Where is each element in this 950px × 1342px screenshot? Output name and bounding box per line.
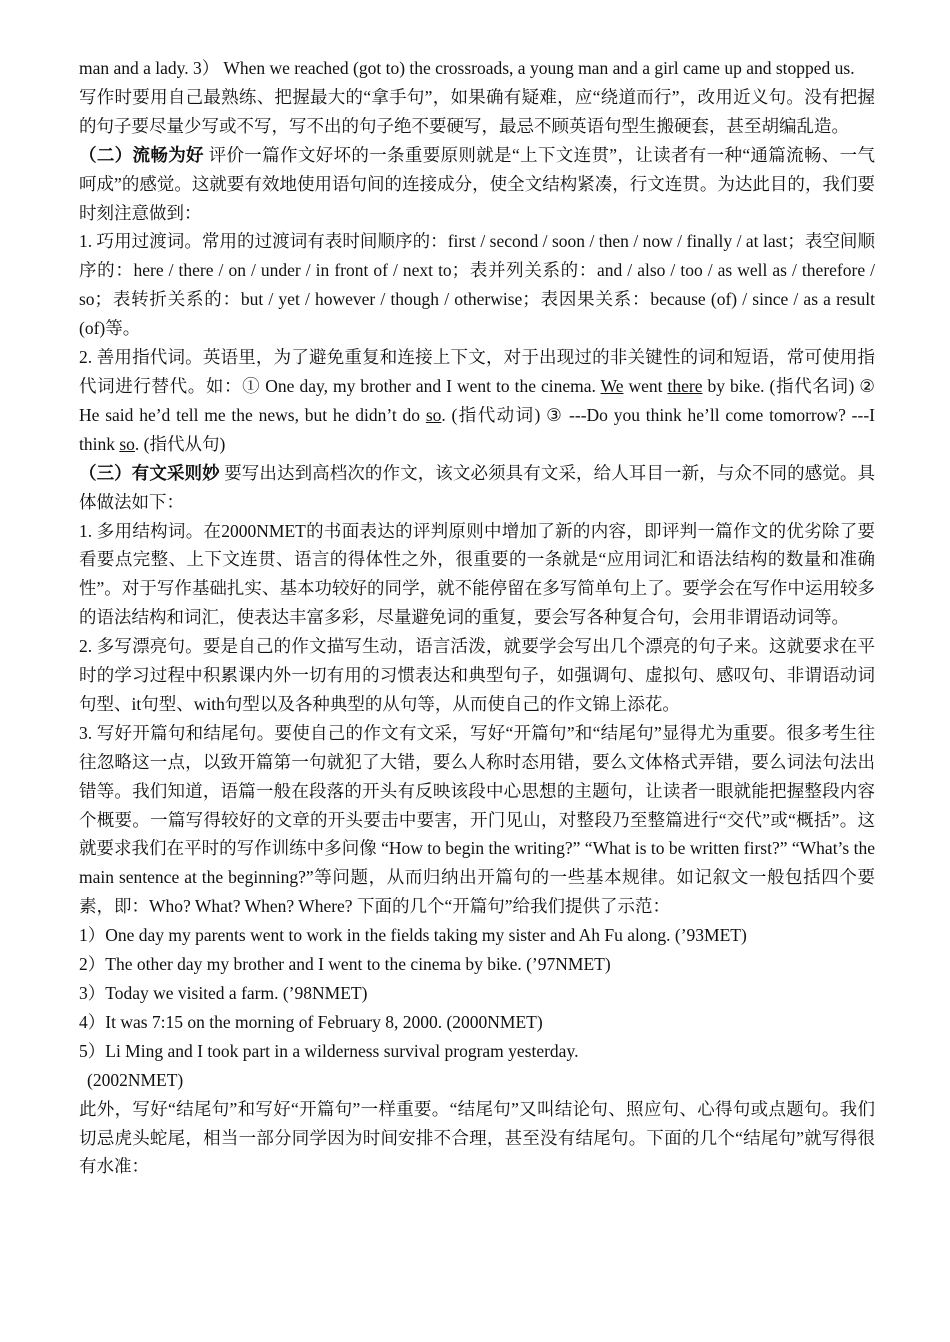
section-intro-fluency: 评价一篇作文好坏的一条重要原则就是“上下文连贯”，让读者有一种“通篇流畅、一气呵成”的感觉。这就要有效地使用语句间的连接成分，使全文结构紧凑，行文连贯。为达此目的，我们要时刻注意做到： bbox=[79, 144, 875, 223]
paragraph-closing-sentences: 此外，写好“结尾句”和写好“开篇句”一样重要。“结尾句”又叫结论句、照应句、心得句或点题句。我们切忌虎头蛇尾，相当一部分同学因为时间安排不合理，甚至没有结尾句。下面的几个“结尾句”就写得很有水准： bbox=[79, 1098, 875, 1177]
list-item-opening-closing: 3. 写好开篇句和结尾句。要使自己的作文有文采，写好“开篇句”和“结尾句”显得尤为重要。很多考生往往忽略这一点，以致开篇第一句就犯了大错，要么人称时态用错，要么文体格式弄错，要么词法句法出错等。我们知道，语篇一般在段落的开头有反映该段中心思想的主题句，让读者一眼就能把握整段内容个概要。一篇写得较好的文章的开头要击中要害，开门见山，对整段乃至整篇进行“交代”或“概括”。这就要求我们在平时的写作训练中多问像 “How to begin the writing?” “What is to be written first?” “What’s the main sentence at the beginning?”等问题，从而归纳出开篇句的一些基本规律。如记叙文一般包括四个要素，即：Who? What? When? Where? 下面的几个“开篇句”给我们提供了示范： bbox=[79, 722, 875, 917]
text-run: . (指代动词) ③ ---Do you think he’ll come tomorrow? ---I think bbox=[79, 404, 875, 454]
document-body bbox=[79, 54, 875, 1181]
example-sentence-3: 3）Today we visited a farm. (’98NMET) bbox=[79, 983, 368, 1003]
section-heading-fluency: （二）流畅为好 bbox=[79, 144, 204, 165]
paragraph-writing-advice: 写作时要用自己最熟练、把握最大的“拿手句”，如果确有疑难，应“绕道而行”，改用近义句。没有把握的句子要尽量少写或不写，写不出的句子绝不要硬写，最忌不顾英语句型生搬硬套，甚至胡编乱造。 bbox=[79, 86, 875, 136]
example-sentence-5-source: (2002NMET) bbox=[87, 1069, 184, 1090]
list-item-transition-words: 1. 巧用过渡词。常用的过渡词有表时间顺序的：first / second / soon / then / now / finally / at last；表空间顺序的：here / there / on / under / in front of / next to；表并列关系的：and / also / too / as well as / therefore / so；表转折关系的：but / yet / however / though / otherwise；表因果关系：because (of) / since / as a result (of)等。 bbox=[79, 231, 875, 339]
text-run: by bike. (指代名词) ② He said he’d tell me the news, but he didn’t do bbox=[79, 375, 875, 425]
text-run: . (指代从句) bbox=[134, 433, 226, 454]
list-item-structure-words: 1. 多用结构词。在2000NMET的书面表达的评判原则中增加了新的内容，即评判一篇作文的优劣除了要看要点完整、上下文连贯、语言的得体性之外，很重要的一条就是“应用词汇和语法结构的数量和准确性”。对于写作基础扎实、基本功较好的同学，就不能停留在多写简单句上了。要学会在写作中运用较多的语法结构和词汇，使表达丰富多彩，尽量避免词的重复，要会写各种复合句，会用非谓语动词等。 bbox=[79, 520, 875, 628]
example-sentence-4: 4）It was 7:15 on the morning of February 8, 2000. (2000NMET) bbox=[79, 1011, 543, 1032]
example-sentence-1: 1）One day my parents went to work in the fields taking my sister and Ah Fu along. (’93MET) bbox=[79, 925, 747, 946]
underlined-word: there bbox=[667, 375, 703, 396]
example-sentence-2: 2）The other day my brother and I went to the cinema by bike. (’97NMET) bbox=[79, 954, 611, 975]
list-item-pronouns bbox=[79, 343, 875, 459]
section-fluency bbox=[79, 141, 875, 228]
section-style bbox=[79, 459, 875, 517]
section-intro-style: 要写出达到高档次的作文，该文必须具有文采，给人耳目一新，与众不同的感觉。具体做法如下： bbox=[79, 462, 875, 512]
list-item-beautiful-sentences: 2. 多写漂亮句。要是自己的作文描写生动，语言活泼，就要学会写出几个漂亮的句子来。这就要求在平时的学习过程中积累课内外一切有用的习惯表达和典型句子，如强调句、虚拟句、感叹句、非谓语动词句型、it句型、with句型以及各种典型的从句等，从而使自己的作文锦上添花。 bbox=[79, 636, 875, 714]
underlined-word: so bbox=[425, 404, 442, 425]
text-run: 2. 善用指代词。英语里，为了避免重复和连接上下文，对于出现过的非关键性的词和短语，常可使用指代词进行替代。如：① One day, my brother and I went to the cinema. bbox=[79, 347, 875, 396]
underlined-word: We bbox=[600, 375, 624, 396]
text-run: went bbox=[623, 375, 668, 396]
underlined-word: so bbox=[119, 433, 135, 454]
paragraph-continuation: man and a lady. 3） When we reached (got to) the crossroads, a young man and a girl came up and stopped us. bbox=[79, 58, 855, 78]
example-sentence-5: 5）Li Ming and I took part in a wilderness survival program yesterday. bbox=[79, 1040, 579, 1061]
section-heading-style: （三）有文采则妙 bbox=[79, 462, 220, 483]
